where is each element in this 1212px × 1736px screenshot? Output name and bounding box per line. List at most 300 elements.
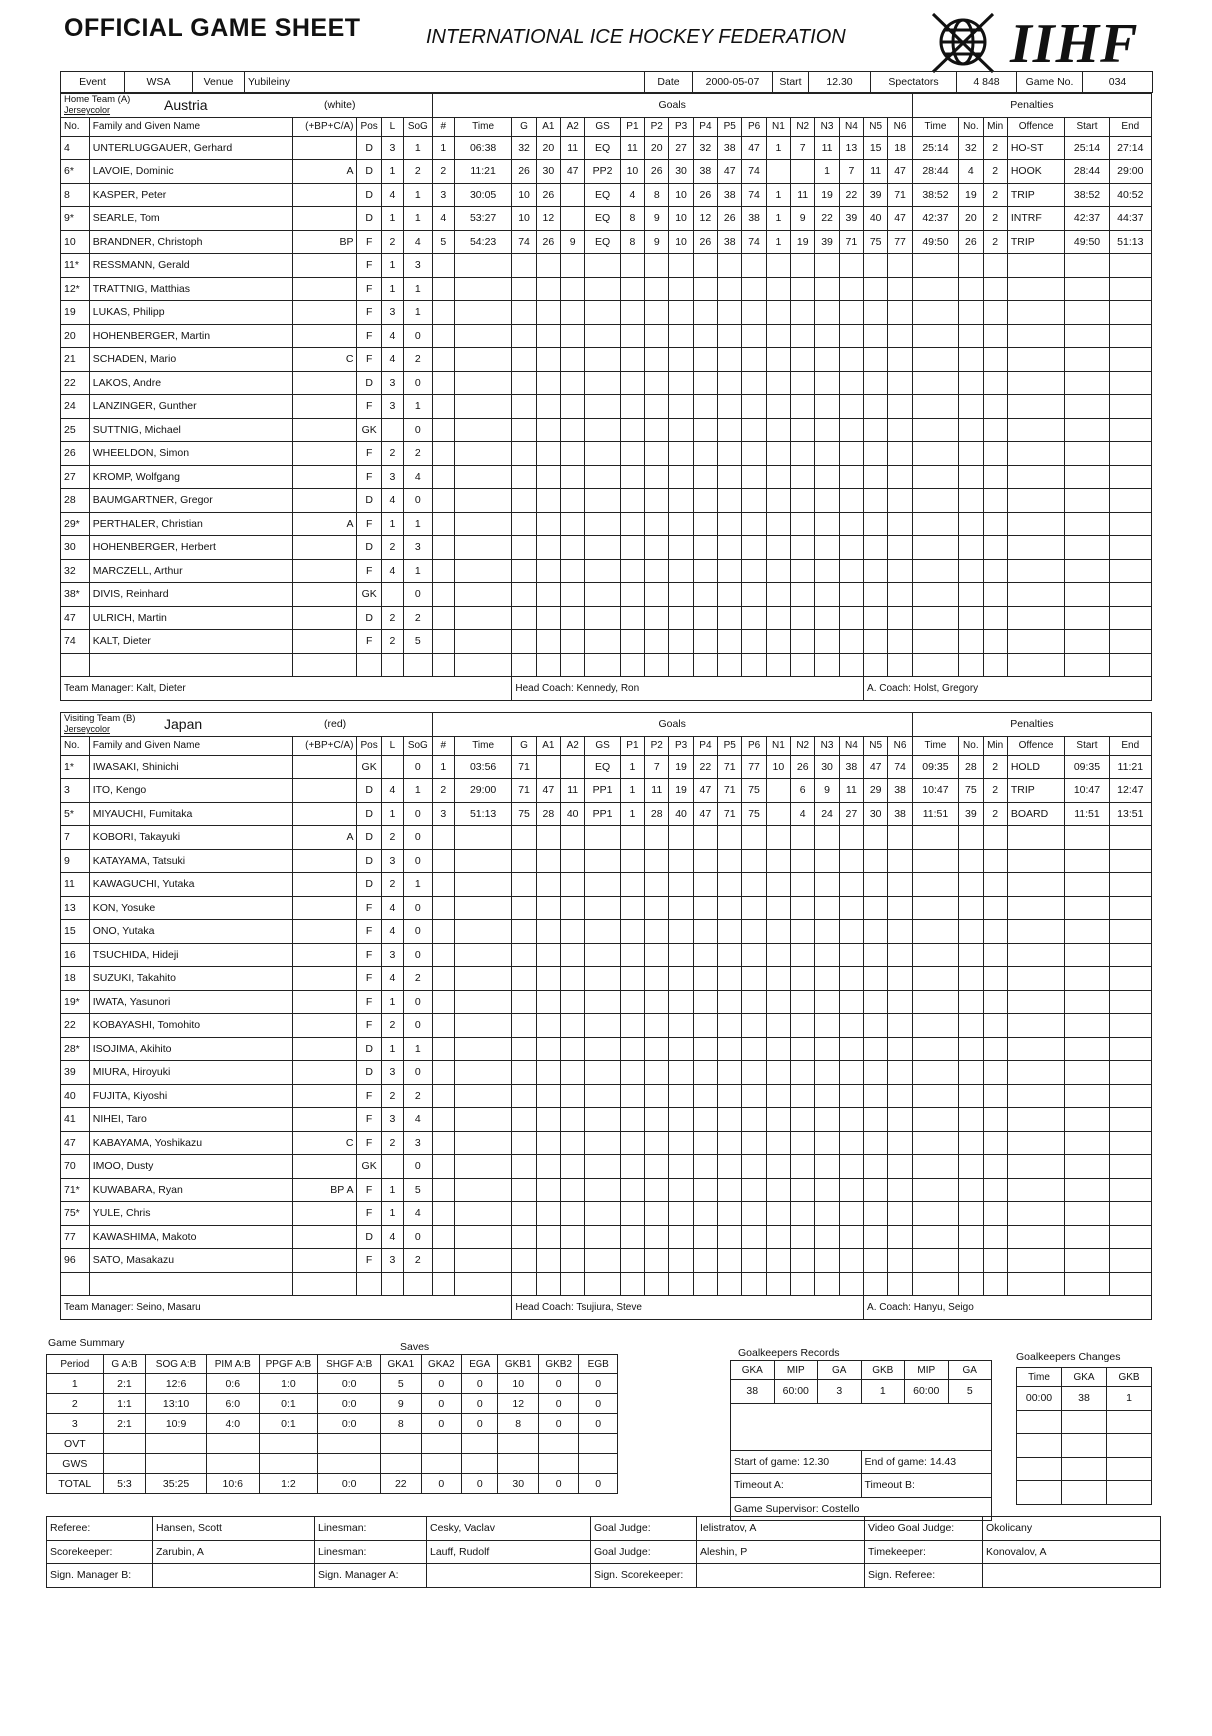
empty-cell [585, 536, 620, 560]
empty-cell [983, 1014, 1007, 1038]
player-row [61, 559, 1152, 583]
empty-cell [839, 489, 863, 513]
empty-cell [864, 1084, 888, 1108]
sign-manager-b-field[interactable] [153, 1564, 315, 1588]
goal-cell: 38 [839, 755, 863, 779]
empty-cell [1007, 559, 1065, 583]
empty-cell [1007, 465, 1065, 489]
goal-cell: 1 [766, 136, 790, 160]
empty-cell [718, 1084, 742, 1108]
empty-cell [888, 277, 912, 301]
empty-cell [669, 395, 693, 419]
empty-cell [1109, 324, 1151, 348]
saves-label: Saves [400, 1341, 430, 1353]
player-sog: 0 [403, 755, 432, 779]
player-sog: 0 [403, 1061, 432, 1085]
empty-cell [791, 943, 815, 967]
empty-cell [1065, 489, 1109, 513]
goal-cell: 47 [561, 160, 585, 184]
empty-cell [718, 536, 742, 560]
goal-cell: 10 [669, 183, 693, 207]
empty-cell [536, 606, 560, 630]
summary-cell: 0:1 [259, 1394, 318, 1414]
goal-cell: EQ [585, 136, 620, 160]
empty-cell [669, 1084, 693, 1108]
player-name: KATAYAMA, Tatsuki [89, 849, 293, 873]
empty-cell [959, 896, 983, 920]
empty-cell [561, 324, 585, 348]
player-sog: 1 [403, 277, 432, 301]
empty-cell [888, 873, 912, 897]
empty-cell [766, 630, 790, 654]
player-row [61, 920, 1152, 944]
col-name: Family and Given Name [89, 117, 293, 136]
player-sog: 0 [403, 990, 432, 1014]
empty-cell [512, 277, 536, 301]
venue-value: Yubileiny [245, 72, 645, 93]
goal-judge1-value: Ielistratov, A [697, 1517, 865, 1541]
empty-cell [454, 1061, 512, 1085]
empty-cell [645, 254, 669, 278]
player-line: 1 [381, 1178, 403, 1202]
player-sog: 0 [403, 324, 432, 348]
summary-cell: 0 [538, 1414, 578, 1434]
empty-cell [1065, 277, 1109, 301]
player-role [293, 489, 357, 513]
empty-cell [1007, 1131, 1065, 1155]
empty-cell [1065, 653, 1109, 677]
player-name: YULE, Chris [89, 1202, 293, 1226]
empty-cell [1065, 1084, 1109, 1108]
player-name: IMOO, Dusty [89, 1155, 293, 1179]
player-name: KUWABARA, Ryan [89, 1178, 293, 1202]
goal-cell: 3 [432, 183, 454, 207]
empty-cell [1065, 254, 1109, 278]
penalty-col-header: Offence [1007, 736, 1065, 755]
empty-cell [561, 395, 585, 419]
player-sog: 2 [403, 1249, 432, 1273]
empty-cell [512, 606, 536, 630]
empty-cell [766, 371, 790, 395]
empty-cell [983, 896, 1007, 920]
empty-cell [1109, 896, 1151, 920]
player-sog: 2 [403, 967, 432, 991]
empty-cell [1007, 653, 1065, 677]
empty-cell [432, 1131, 454, 1155]
empty-cell [561, 371, 585, 395]
empty-cell [742, 943, 766, 967]
goal-judge2-label: Goal Judge: [591, 1540, 697, 1564]
player-row [61, 990, 1152, 1014]
empty-cell [645, 512, 669, 536]
empty-cell [864, 254, 888, 278]
linesman1-value: Cesky, Vaclav [427, 1517, 591, 1541]
empty-cell [742, 1108, 766, 1132]
empty-cell [959, 1178, 983, 1202]
empty-cell [983, 967, 1007, 991]
player-line: 4 [381, 779, 403, 803]
empty-cell [815, 1037, 839, 1061]
player-sog: 1 [403, 512, 432, 536]
video-judge-value: Okolicany [983, 1517, 1161, 1541]
empty-cell [693, 1061, 717, 1085]
empty-cell [742, 826, 766, 850]
goal-col-header: A1 [536, 117, 560, 136]
empty-cell [839, 967, 863, 991]
empty-cell [718, 301, 742, 325]
empty-cell [454, 301, 512, 325]
empty-cell [620, 418, 644, 442]
empty-cell [766, 1084, 790, 1108]
empty-cell [561, 1155, 585, 1179]
player-role [293, 324, 357, 348]
empty-cell [791, 1202, 815, 1226]
empty-cell [718, 630, 742, 654]
timekeeper-label: Timekeeper: [865, 1540, 983, 1564]
player-number: 5* [61, 802, 90, 826]
empty-cell [912, 1061, 958, 1085]
goal-cell: 10 [669, 207, 693, 231]
empty-cell [432, 1225, 454, 1249]
goal-cell: 13 [839, 136, 863, 160]
empty-cell [669, 1155, 693, 1179]
goal-col-header: N5 [864, 736, 888, 755]
player-number: 30 [61, 536, 90, 560]
empty-cell [1109, 1155, 1151, 1179]
empty-cell [742, 1202, 766, 1226]
empty-cell [693, 1249, 717, 1273]
player-sog: 4 [403, 465, 432, 489]
empty-cell [693, 465, 717, 489]
goal-cell: 71 [512, 779, 536, 803]
summary-cell [259, 1454, 318, 1474]
empty-cell [912, 920, 958, 944]
goal-cell: PP2 [585, 160, 620, 184]
player-name: IWATA, Yasunori [89, 990, 293, 1014]
goal-col-header: N2 [791, 736, 815, 755]
empty-cell [912, 442, 958, 466]
empty-cell [454, 512, 512, 536]
player-role: A [293, 160, 357, 184]
empty-cell [432, 512, 454, 536]
empty-cell [454, 1155, 512, 1179]
empty-cell [512, 1108, 536, 1132]
empty-cell [912, 489, 958, 513]
player-row [61, 630, 1152, 654]
empty-cell [536, 1014, 560, 1038]
empty-cell [620, 254, 644, 278]
empty-cell [1109, 1084, 1151, 1108]
empty-cell [766, 1131, 790, 1155]
player-sog: 4 [403, 1108, 432, 1132]
empty-cell [839, 1131, 863, 1155]
empty-cell [645, 324, 669, 348]
goal-cell: 1 [815, 160, 839, 184]
empty-cell [454, 653, 512, 677]
player-name: KOBORI, Takayuki [89, 826, 293, 850]
player-line [381, 1155, 403, 1179]
summary-cell: 0 [462, 1414, 498, 1434]
empty-cell [669, 1225, 693, 1249]
empty-cell [561, 1014, 585, 1038]
empty-cell [693, 348, 717, 372]
goal-cell: 26 [512, 160, 536, 184]
goal-cell: 11 [815, 136, 839, 160]
goal-cell: 1 [766, 183, 790, 207]
empty-cell [645, 465, 669, 489]
empty-cell [620, 277, 644, 301]
empty-cell [742, 324, 766, 348]
away-head-coach: Head Coach: Tsujiura, Steve [512, 1296, 864, 1320]
summary-cell: 5:3 [103, 1474, 146, 1494]
empty-cell [536, 465, 560, 489]
goals-heading: Goals [432, 94, 912, 118]
empty-cell [536, 630, 560, 654]
empty-cell [791, 301, 815, 325]
empty-cell [839, 559, 863, 583]
empty-cell [864, 653, 888, 677]
empty-cell [959, 1108, 983, 1132]
empty-cell [693, 395, 717, 419]
player-pos: D [357, 489, 381, 513]
empty-cell [839, 849, 863, 873]
empty-cell [645, 442, 669, 466]
empty-cell [585, 1225, 620, 1249]
empty-cell [766, 559, 790, 583]
goal-cell: 10 [669, 230, 693, 254]
empty-cell [693, 277, 717, 301]
empty-cell [585, 920, 620, 944]
player-line: 3 [381, 1249, 403, 1273]
empty-cell [620, 324, 644, 348]
empty-cell [742, 630, 766, 654]
empty-cell [432, 653, 454, 677]
empty-cell [454, 583, 512, 607]
empty-cell [432, 967, 454, 991]
empty-cell [864, 559, 888, 583]
player-number: 26 [61, 442, 90, 466]
empty-cell [815, 254, 839, 278]
empty-cell [959, 1155, 983, 1179]
empty-cell [536, 1155, 560, 1179]
empty-cell [620, 371, 644, 395]
empty-cell [839, 1037, 863, 1061]
player-number: 27 [61, 465, 90, 489]
empty-cell [454, 1084, 512, 1108]
empty-cell [669, 1108, 693, 1132]
empty-cell [888, 943, 912, 967]
penalty-cell: 28 [959, 755, 983, 779]
sign-referee-field[interactable] [983, 1564, 1161, 1588]
player-role [293, 418, 357, 442]
empty-cell [791, 849, 815, 873]
goal-col-header: N4 [839, 736, 863, 755]
empty-cell [1007, 348, 1065, 372]
sheet-title: OFFICIAL GAME SHEET [64, 14, 361, 42]
summary-cell: 10:6 [206, 1474, 259, 1494]
penalty-cell: 13:51 [1109, 802, 1151, 826]
player-number: 10 [61, 230, 90, 254]
empty-cell [585, 653, 620, 677]
empty-cell [983, 301, 1007, 325]
goal-cell: 19 [815, 183, 839, 207]
empty-cell [766, 254, 790, 278]
goal-cell: 7 [791, 136, 815, 160]
player-name: HOHENBERGER, Martin [89, 324, 293, 348]
empty-cell [742, 418, 766, 442]
penalty-cell: 2 [983, 755, 1007, 779]
empty-cell [693, 583, 717, 607]
goal-cell: 19 [669, 779, 693, 803]
player-role [293, 630, 357, 654]
empty-cell [1065, 1155, 1109, 1179]
empty-cell [742, 583, 766, 607]
summary-cell: 0 [421, 1474, 461, 1494]
player-name: TRATTNIG, Matthias [89, 277, 293, 301]
empty-cell [1065, 630, 1109, 654]
empty-cell [791, 1014, 815, 1038]
player-role: BP [293, 230, 357, 254]
empty-cell [888, 348, 912, 372]
empty-cell [888, 1037, 912, 1061]
empty-cell [888, 324, 912, 348]
player-pos: F [357, 465, 381, 489]
empty-cell [791, 990, 815, 1014]
empty-cell [718, 1155, 742, 1179]
scorekeeper-value: Zarubin, A [153, 1540, 315, 1564]
goal-cell [561, 207, 585, 231]
empty-cell [1109, 849, 1151, 873]
empty-cell [454, 826, 512, 850]
empty-cell [585, 1249, 620, 1273]
away-team-table [60, 712, 1152, 1320]
empty-cell [585, 1084, 620, 1108]
empty-cell [620, 606, 644, 630]
player-role [293, 559, 357, 583]
empty-cell [959, 1061, 983, 1085]
empty-cell [454, 489, 512, 513]
empty-cell [983, 254, 1007, 278]
goal-cell: 26 [718, 207, 742, 231]
summary-cell: 10 [498, 1374, 538, 1394]
start-label: Start [773, 72, 809, 93]
penalty-cell: 2 [983, 160, 1007, 184]
player-number: 74 [61, 630, 90, 654]
empty-cell [766, 489, 790, 513]
player-pos: F [357, 1202, 381, 1226]
empty-cell [959, 536, 983, 560]
summary-cell [462, 1434, 498, 1454]
empty-cell [620, 630, 644, 654]
summary-cell [381, 1434, 421, 1454]
empty-cell [585, 990, 620, 1014]
empty-cell [620, 465, 644, 489]
player-line: 4 [381, 967, 403, 991]
empty-cell [561, 536, 585, 560]
player-number: 70 [61, 1155, 90, 1179]
empty-cell [766, 1225, 790, 1249]
empty-cell [912, 1272, 958, 1296]
goal-cell: 4 [620, 183, 644, 207]
player-line: 3 [381, 395, 403, 419]
goal-col-header: N3 [815, 736, 839, 755]
empty-cell [620, 1202, 644, 1226]
away-team-manager: Team Manager: Seino, Masaru [61, 1296, 512, 1320]
empty-cell [888, 1272, 912, 1296]
empty-cell [791, 489, 815, 513]
empty-cell [1109, 395, 1151, 419]
empty-cell [645, 277, 669, 301]
empty-cell [620, 826, 644, 850]
empty-cell [669, 371, 693, 395]
player-name: SUZUKI, Takahito [89, 967, 293, 991]
summary-cell: 1 [47, 1374, 104, 1394]
home-team-header [61, 94, 433, 118]
sign-scorekeeper-field[interactable] [697, 1564, 865, 1588]
empty-cell [791, 465, 815, 489]
player-role [293, 1108, 357, 1132]
empty-cell [432, 559, 454, 583]
goal-cell: 9 [645, 207, 669, 231]
empty-cell [669, 583, 693, 607]
empty-cell [1007, 1061, 1065, 1085]
empty-cell [766, 442, 790, 466]
empty-cell [742, 559, 766, 583]
empty-cell [536, 559, 560, 583]
empty-cell [1109, 1108, 1151, 1132]
empty-cell [645, 536, 669, 560]
empty-cell [718, 465, 742, 489]
empty-cell [512, 559, 536, 583]
empty-cell [536, 395, 560, 419]
empty-cell [561, 512, 585, 536]
player-line: 2 [381, 442, 403, 466]
empty-cell [1109, 583, 1151, 607]
player-name: KOBAYASHI, Tomohito [89, 1014, 293, 1038]
player-row [61, 536, 1152, 560]
player-role [293, 442, 357, 466]
empty-cell [454, 348, 512, 372]
summary-cell: 2 [47, 1394, 104, 1414]
empty-cell [839, 348, 863, 372]
penalty-cell: 2 [983, 230, 1007, 254]
empty-cell [983, 348, 1007, 372]
goal-cell: 75 [742, 779, 766, 803]
empty-cell [512, 465, 536, 489]
empty-cell [1065, 395, 1109, 419]
empty-cell [912, 1037, 958, 1061]
empty-cell [561, 1131, 585, 1155]
empty-cell [912, 1249, 958, 1273]
sign-manager-a-field[interactable] [427, 1564, 591, 1588]
empty-cell [536, 1037, 560, 1061]
col-bpca: (+BP+C/A) [293, 736, 357, 755]
player-pos: F [357, 559, 381, 583]
empty-cell [815, 1131, 839, 1155]
goal-cell: 38 [718, 136, 742, 160]
empty-cell [983, 395, 1007, 419]
empty-cell [742, 348, 766, 372]
player-line: 2 [381, 536, 403, 560]
empty-cell [718, 920, 742, 944]
empty-cell [620, 1014, 644, 1038]
empty-cell [432, 465, 454, 489]
player-line [381, 755, 403, 779]
summary-cell: 0 [579, 1394, 618, 1414]
empty-cell [693, 1178, 717, 1202]
player-role [293, 254, 357, 278]
player-line [381, 583, 403, 607]
